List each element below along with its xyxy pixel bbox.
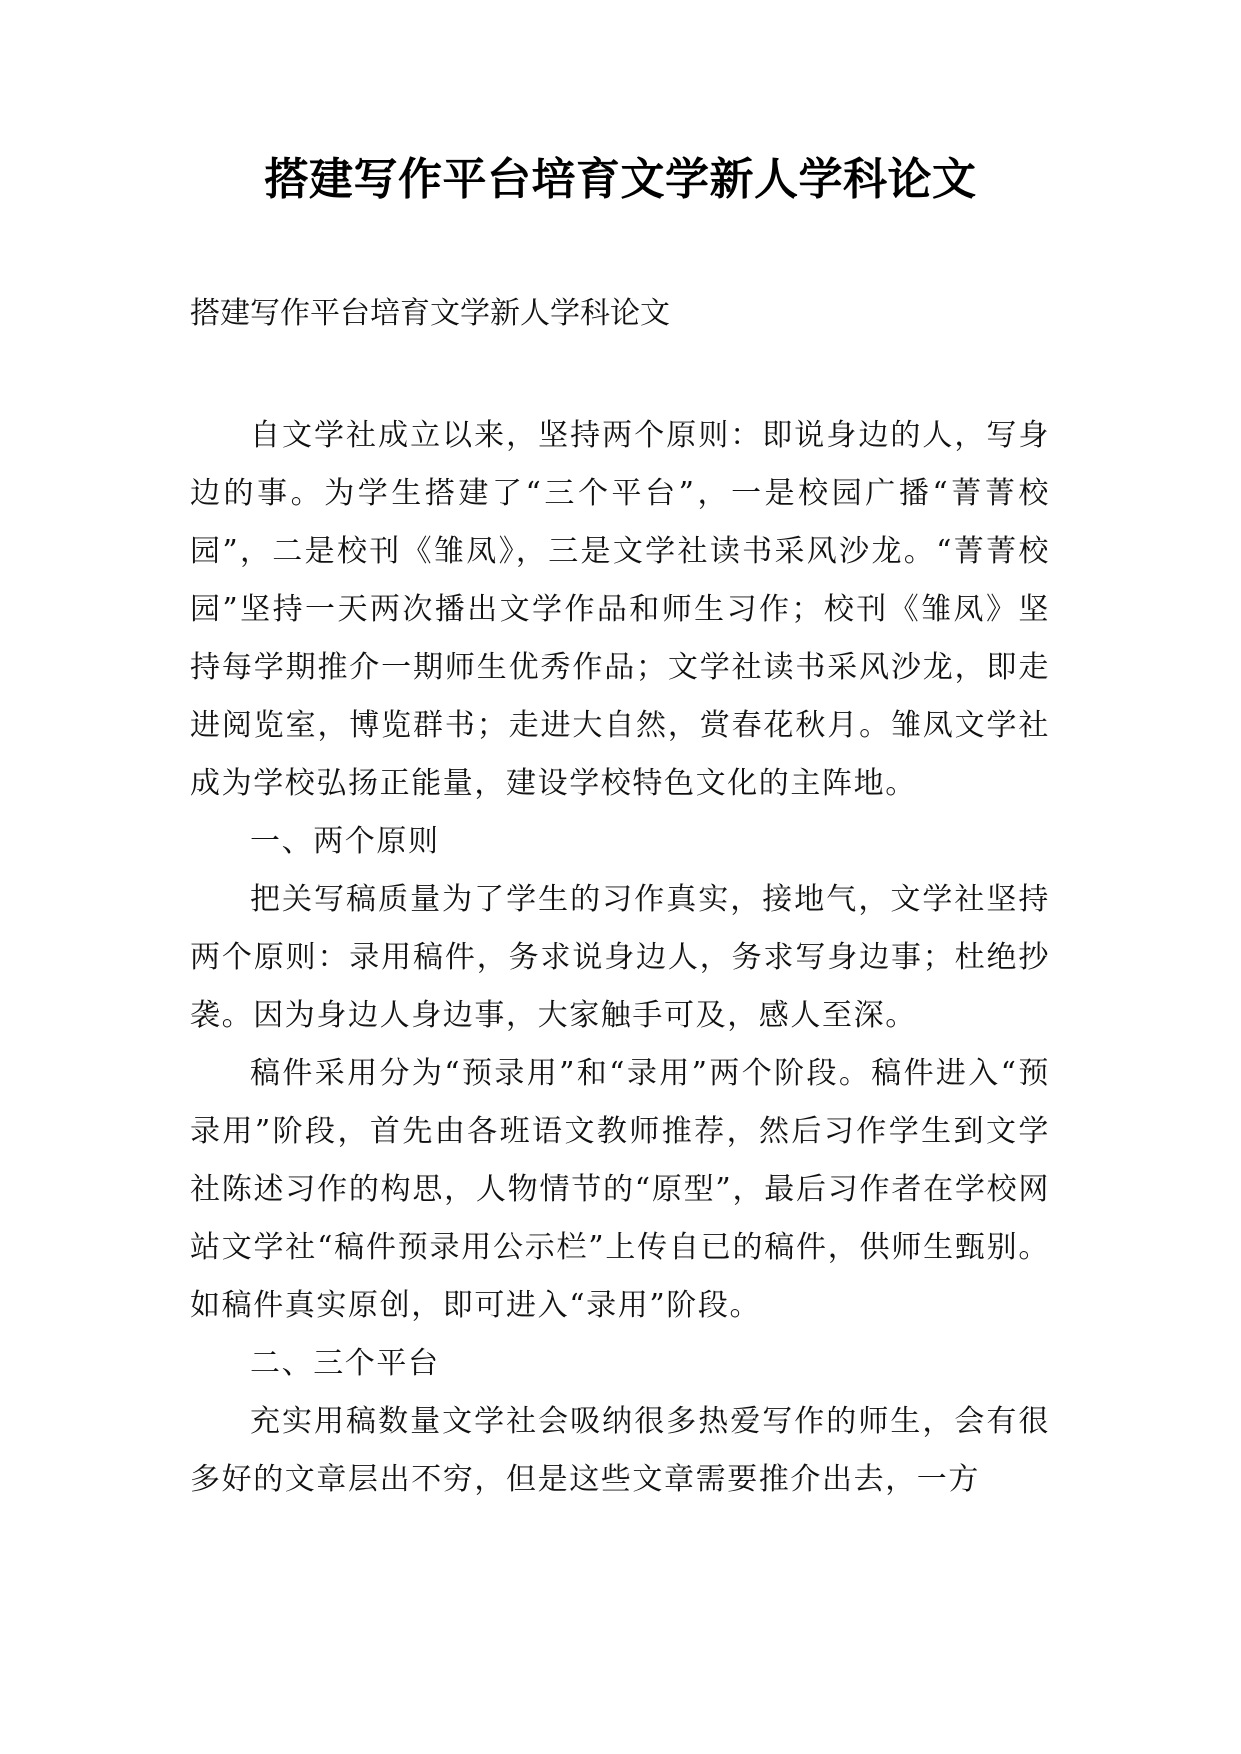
paragraph-principles: 把关写稿质量为了学生的习作真实，接地气，文学社坚持两个原则：录用稿件，务求说身边人，务求写身边事；杜绝抄袭。因为身边人身边事，大家触手可及，感人至深。 (190, 882, 1050, 1033)
document-subtitle: 搭建写作平台培育文学新人学科论文 (190, 296, 670, 331)
document-title: 搭建写作平台培育文学新人学科论文 (264, 154, 977, 205)
paragraph-stages: 稿件采用分为“预录用”和“录用”两个阶段。稿件进入“预录用”阶段，首先由各班语文教师推荐，然后习作学生到文学社陈述习作的构思，人物情节的“原型”，最后习作者在学校网站文学社“稿件预录用公示栏”上传自已的稿件，供师生甄别。如稿件真实原创，即可进入“录用”阶段。 (190, 1056, 1050, 1323)
section-heading-principles: 一、两个原则 (250, 824, 440, 859)
document-body (190, 407, 1050, 1509)
paragraph-intro: 自文学社成立以来，坚持两个原则：即说身边的人，写身边的事。为学生搭建了“三个平台”，一是校园广播“菁菁校园”，二是校刊《雏凤》，三是文学社读书采风沙龙。“菁菁校园”坚持一天两次播出文学作品和师生习作；校刊《雏凤》坚持每学期推介一期师生优秀作品；文学社读书采风沙龙，即走进阅览室，博览群书；走进大自然，赏春花秋月。雏凤文学社成为学校弘扬正能量，建设学校特色文化的主阵地。 (190, 418, 1050, 801)
section-heading-platforms: 二、三个平台 (250, 1346, 440, 1381)
paragraph-platforms: 充实用稿数量文学社会吸纳很多热爱写作的师生，会有很多好的文章层出不穷，但是这些文章需要推介出去，一方 (190, 1404, 1050, 1497)
